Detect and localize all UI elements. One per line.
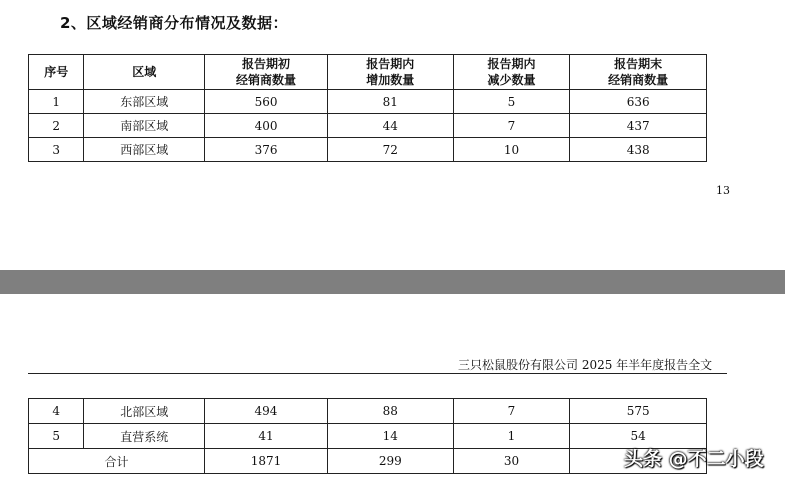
cell-removed: 1 (453, 424, 570, 449)
cell-index: 4 (29, 399, 84, 424)
cell-total-label: 合计 (29, 449, 205, 474)
header-removed: 报告期内 减少数量 (453, 55, 570, 90)
page-separator (0, 270, 785, 294)
cell-opening: 400 (205, 114, 328, 138)
header-opening-dealers: 报告期初 经销商数量 (205, 55, 328, 90)
cell-removed: 5 (453, 90, 570, 114)
cell-added: 44 (327, 114, 453, 138)
cell-index: 5 (29, 424, 84, 449)
dealer-distribution-table (28, 54, 707, 162)
header-added: 报告期内 增加数量 (327, 55, 453, 90)
cell-closing: 438 (570, 138, 707, 162)
cell-added: 72 (327, 138, 453, 162)
section-title: 2、区域经销商分布情况及数据： (60, 14, 288, 32)
cell-added: 14 (327, 424, 453, 449)
cell-added: 81 (327, 90, 453, 114)
cell-closing: 636 (570, 90, 707, 114)
cell-opening: 560 (205, 90, 328, 114)
table-row (29, 424, 707, 449)
cell-region: 北部区域 (84, 399, 205, 424)
dealer-distribution-table-continued (28, 398, 707, 474)
table-header-row (29, 55, 707, 90)
page-number: 13 (716, 184, 730, 197)
header-index: 序号 (29, 55, 84, 90)
cell-opening: 41 (205, 424, 328, 449)
table-row (29, 138, 707, 162)
cell-index: 1 (29, 90, 84, 114)
table-total-row (29, 449, 707, 474)
cell-region: 西部区域 (84, 138, 205, 162)
cell-total-added: 299 (327, 449, 453, 474)
table-row (29, 399, 707, 424)
cell-region: 东部区域 (84, 90, 205, 114)
cell-closing: 54 (570, 424, 707, 449)
cell-removed: 10 (453, 138, 570, 162)
cell-region: 南部区域 (84, 114, 205, 138)
watermark: 头条 @不二小段 (624, 448, 764, 470)
cell-region: 直营系统 (84, 424, 205, 449)
cell-total-opening: 1871 (205, 449, 328, 474)
header-region: 区域 (84, 55, 205, 90)
cell-removed: 7 (453, 114, 570, 138)
cell-closing: 575 (570, 399, 707, 424)
table-row (29, 114, 707, 138)
cell-total-removed: 30 (453, 449, 570, 474)
table-row (29, 90, 707, 114)
cell-removed: 7 (453, 399, 570, 424)
cell-index: 3 (29, 138, 84, 162)
cell-index: 2 (29, 114, 84, 138)
header-rule (28, 373, 727, 374)
cell-closing: 437 (570, 114, 707, 138)
cell-opening: 376 (205, 138, 328, 162)
running-header: 三只松鼠股份有限公司 2025 年半年度报告全文 (458, 358, 713, 372)
cell-added: 88 (327, 399, 453, 424)
header-closing-dealers: 报告期末 经销商数量 (570, 55, 707, 90)
cell-opening: 494 (205, 399, 328, 424)
